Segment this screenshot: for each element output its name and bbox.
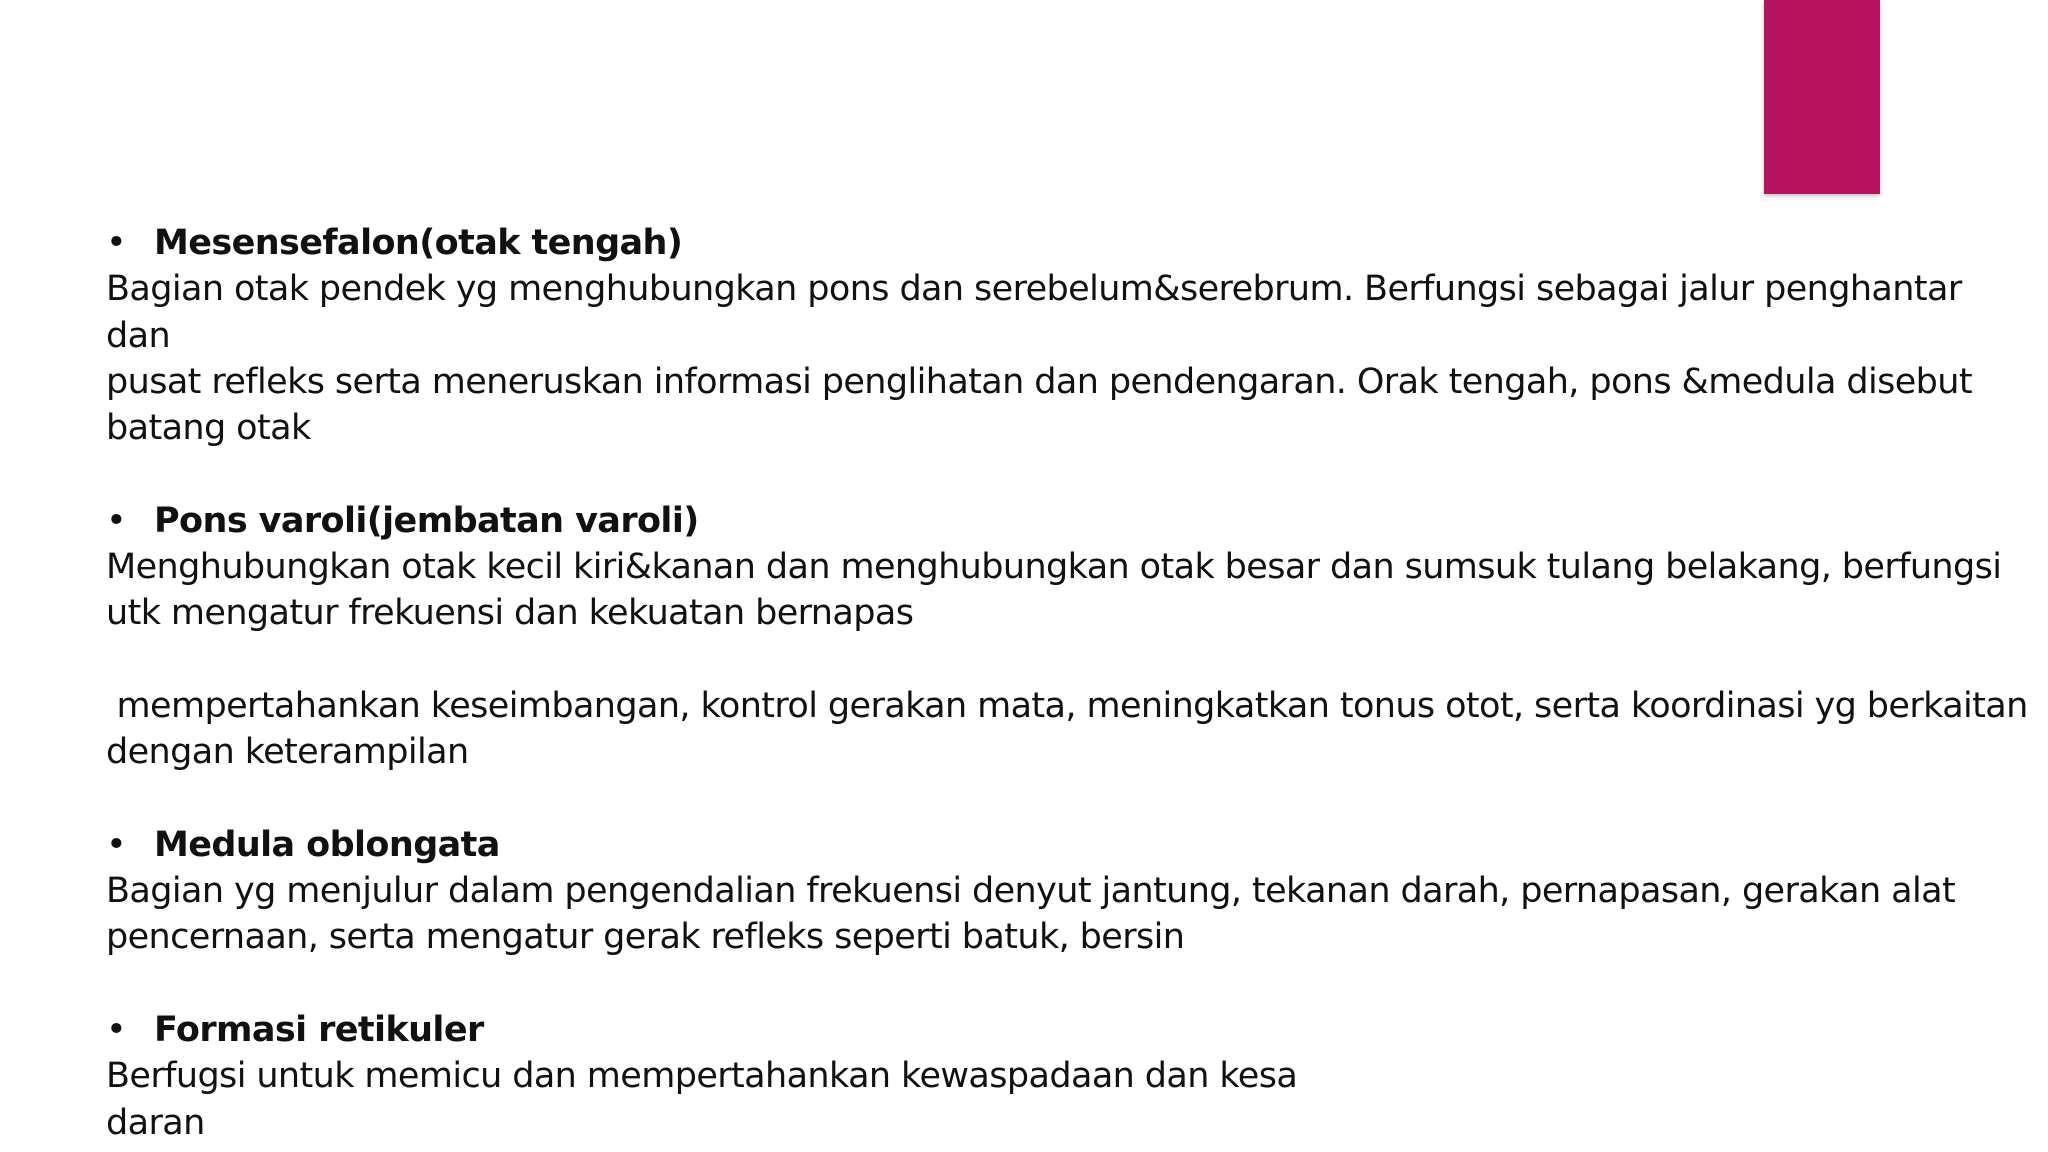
- body-line: Bagian otak pendek yg menghubungkan pons dan serebelum&serebrum. Berfungsi sebagai jalur penghantar dan: [106, 269, 1973, 356]
- section-keseimbangan: [106, 683, 2036, 776]
- body-line: Menghubungkan otak kecil kiri&kanan dan menghubungkan otak besar dan sumsuk tulang belakang, berfungsi: [106, 547, 2002, 588]
- body-line: dengan keterampilan: [106, 732, 469, 773]
- spacer: [106, 637, 2036, 683]
- spacer: [106, 961, 2036, 1007]
- section-heading: [106, 822, 2036, 868]
- section-pons-varoli: [106, 498, 2036, 637]
- accent-bar: [1764, 0, 1880, 194]
- spacer: [106, 451, 2036, 497]
- body-line: mempertahankan keseimbangan, kontrol gerakan mata, meningkatkan tonus otot, serta koordinasi yg berkaitan: [106, 685, 2028, 726]
- bullet-icon: •: [106, 824, 127, 865]
- body-line: utk mengatur frekuensi dan kekuatan bernapas: [106, 593, 914, 634]
- heading-text: Pons varoli(jembatan varoli): [154, 500, 699, 541]
- bullet-icon: •: [106, 1010, 127, 1051]
- bullet-icon: •: [106, 223, 127, 263]
- section-heading: [106, 498, 2036, 544]
- spacer: [106, 776, 2036, 822]
- section-formasi-retikuler: [106, 1007, 2036, 1146]
- body-line: pencernaan, serta mengatur gerak refleks seperti batuk, bersin: [106, 917, 1185, 958]
- bullet-icon: •: [106, 500, 127, 541]
- body-line: Berfugsi untuk memicu dan mempertahankan kewaspadaan dan kesa: [106, 1056, 1298, 1097]
- body-line: pusat refleks serta meneruskan informasi penglihatan dan pendengaran. Orak tengah, pons &medula disebut: [106, 361, 1972, 402]
- slide-body: [106, 220, 2036, 1146]
- body-line: batang otak: [106, 408, 311, 449]
- section-heading: [106, 220, 2036, 266]
- heading-text: Formasi retikuler: [154, 1010, 484, 1051]
- body-line: daran: [106, 1102, 205, 1143]
- body-line: Bagian yg menjulur dalam pengendalian frekuensi denyut jantung, tekanan darah, pernapasan, gerakan alat: [106, 871, 1956, 912]
- heading-text: Medula oblongata: [154, 824, 500, 865]
- section-heading: [106, 1007, 2036, 1053]
- heading-text: Mesensefalon(otak tengah): [154, 223, 683, 263]
- section-mesensefalon: [106, 220, 2036, 451]
- section-medula-oblongata: [106, 822, 2036, 961]
